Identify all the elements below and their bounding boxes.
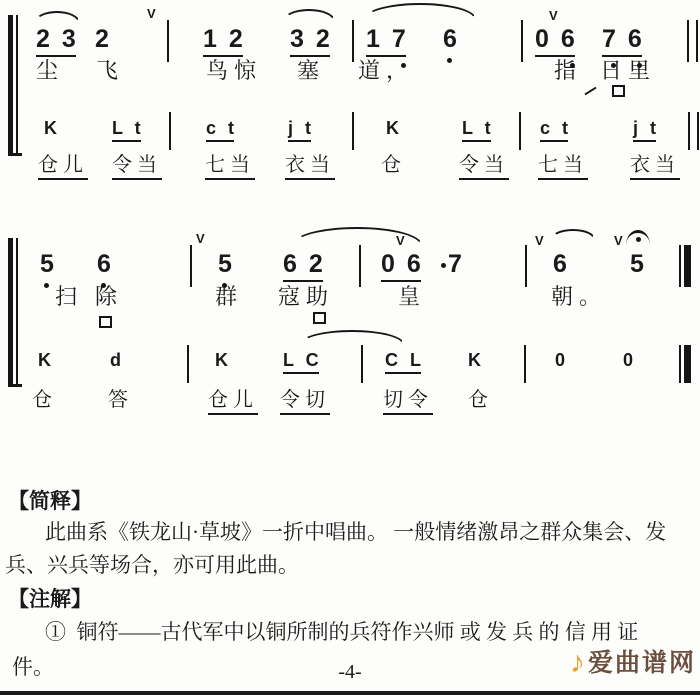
percussion-lyric: 仓儿 — [38, 155, 88, 180]
barline — [696, 20, 698, 62]
percussion-syllable: j t — [288, 119, 311, 142]
barline — [187, 345, 189, 383]
barline — [679, 345, 681, 383]
percussion-lyric: 仓儿 — [208, 390, 258, 415]
percussion-lyric: 衣当 — [285, 155, 335, 180]
lyric-text: 尘 — [36, 58, 65, 83]
octave-dot — [44, 283, 49, 288]
octave-dot — [441, 263, 446, 268]
percussion-lyric: 切令 — [383, 390, 433, 415]
breath-mark: V — [396, 233, 405, 248]
percussion-syllable: K — [215, 350, 228, 370]
percussion-syllable: 0 — [555, 350, 566, 370]
breath-mark: V — [535, 233, 544, 248]
page-bottom-rule — [0, 691, 700, 695]
percussion-syllable: j t — [633, 119, 656, 142]
jianpu-note: 6 2 — [283, 252, 323, 282]
jianshi-paragraph-line1: 此曲系《铁龙山·草坡》一折中唱曲。 一般情绪激昂之群众集会、发 — [45, 520, 667, 544]
percussion-syllable: c t — [540, 119, 568, 142]
percussion-lyric: 仓 — [468, 389, 493, 411]
lyric-text: 寇助 — [278, 284, 335, 309]
percussion-syllable: K — [44, 118, 57, 138]
jianpu-note: 5 — [40, 250, 54, 278]
barline — [8, 384, 22, 387]
slur — [283, 9, 335, 21]
barline — [190, 245, 192, 287]
lyric-text: 塞 — [297, 58, 326, 83]
watermark-text: 爱曲谱网 — [588, 649, 697, 677]
beat-tick-mark — [584, 87, 596, 96]
jianpu-note: 5 — [630, 250, 644, 278]
zhujie-note-line2: 件。 — [12, 655, 54, 679]
barline — [167, 20, 169, 62]
lyric-text: 除 — [95, 284, 124, 309]
lyric-text: 鸟惊 — [206, 58, 263, 83]
section-zhujie-header: 【注解】 — [8, 587, 92, 611]
jianpu-note: 7 — [448, 250, 462, 278]
percussion-syllable: d — [110, 350, 121, 370]
jianshi-paragraph-line2: 兵、兴兵等场合，亦可用此曲。 — [5, 553, 299, 577]
percussion-lyric: 七当 — [205, 155, 255, 180]
slur — [364, 3, 476, 19]
barline — [684, 245, 691, 287]
lyric-text: 扫 — [55, 284, 84, 309]
percussion-syllable: L t — [462, 119, 491, 142]
lyric-text: 指 — [554, 58, 583, 83]
beat-box-mark — [612, 85, 625, 97]
jianpu-note: 6 — [97, 250, 111, 278]
barline — [684, 345, 691, 383]
jianpu-note: 6 — [443, 25, 457, 53]
jianpu-note: 3 2 — [290, 27, 330, 57]
percussion-lyric: 七当 — [538, 155, 588, 180]
jianpu-note: 5 — [218, 250, 232, 278]
slur — [300, 330, 404, 344]
lyric-text: 日里 — [600, 58, 657, 83]
barline — [16, 15, 18, 155]
percussion-syllable: K — [38, 350, 51, 370]
percussion-syllable: L t — [112, 119, 141, 142]
slur — [551, 229, 595, 239]
percussion-lyric: 令当 — [459, 155, 509, 180]
jianpu-note: 6 — [553, 250, 567, 278]
jianpu-note: 2 — [95, 25, 109, 53]
percussion-lyric: 答 — [108, 389, 133, 411]
jianpu-note: 2 3 — [36, 27, 76, 57]
watermark — [570, 648, 696, 678]
beat-box-mark — [99, 316, 112, 328]
breath-mark: V — [196, 231, 205, 246]
fermata-icon — [626, 230, 650, 245]
percussion-syllable: C L — [385, 351, 421, 374]
jianpu-note: 0 6 — [381, 252, 421, 282]
jianpu-note: 1 2 — [203, 27, 243, 57]
barline — [519, 112, 521, 150]
barline — [524, 345, 526, 383]
zhujie-note-line1: ① 铜符——古代军中以铜所制的兵符作兴师 或 发 兵 的 信 用 证 — [45, 620, 639, 644]
percussion-syllable: K — [386, 118, 399, 138]
barline — [16, 238, 18, 386]
barline — [697, 112, 699, 150]
slur — [34, 11, 80, 23]
barline — [679, 245, 681, 287]
page-number: -4- — [338, 661, 362, 683]
lyric-text: 皇 — [398, 284, 427, 309]
lyric-text: 朝。 — [551, 284, 608, 309]
octave-dot — [447, 58, 452, 63]
percussion-syllable: c t — [206, 119, 234, 142]
barline — [169, 112, 171, 150]
barline — [359, 245, 361, 287]
percussion-lyric: 令切 — [280, 390, 330, 415]
beat-box-mark — [313, 312, 326, 324]
percussion-lyric: 令当 — [112, 155, 162, 180]
percussion-lyric: 仓 — [32, 389, 57, 411]
barline — [687, 20, 689, 62]
percussion-syllable: 0 — [623, 350, 634, 370]
lyric-text: 道， — [358, 58, 415, 83]
section-jianshi-header: 【简释】 — [8, 489, 92, 513]
breath-mark: V — [147, 6, 156, 21]
barline — [8, 238, 13, 386]
music-note-icon: ♪ — [570, 646, 585, 679]
barline — [361, 345, 363, 383]
percussion-syllable: K — [468, 350, 481, 370]
barline — [521, 20, 523, 62]
percussion-lyric: 衣当 — [630, 155, 680, 180]
percussion-syllable: L C — [283, 351, 319, 374]
jianpu-note: 0 6 — [535, 27, 575, 57]
barline — [525, 245, 527, 287]
barline — [352, 112, 354, 150]
barline — [8, 15, 13, 155]
lyric-text: 飞 — [96, 58, 125, 83]
barline — [8, 153, 22, 156]
barline — [688, 112, 690, 150]
breath-mark: V — [614, 233, 623, 248]
lyric-text: 群 — [215, 284, 244, 309]
breath-mark: V — [549, 8, 558, 23]
barline — [352, 20, 354, 62]
percussion-lyric: 仓 — [381, 154, 406, 176]
jianpu-note: 1 7 — [366, 27, 406, 57]
jianpu-note: 7 6 — [602, 27, 642, 57]
